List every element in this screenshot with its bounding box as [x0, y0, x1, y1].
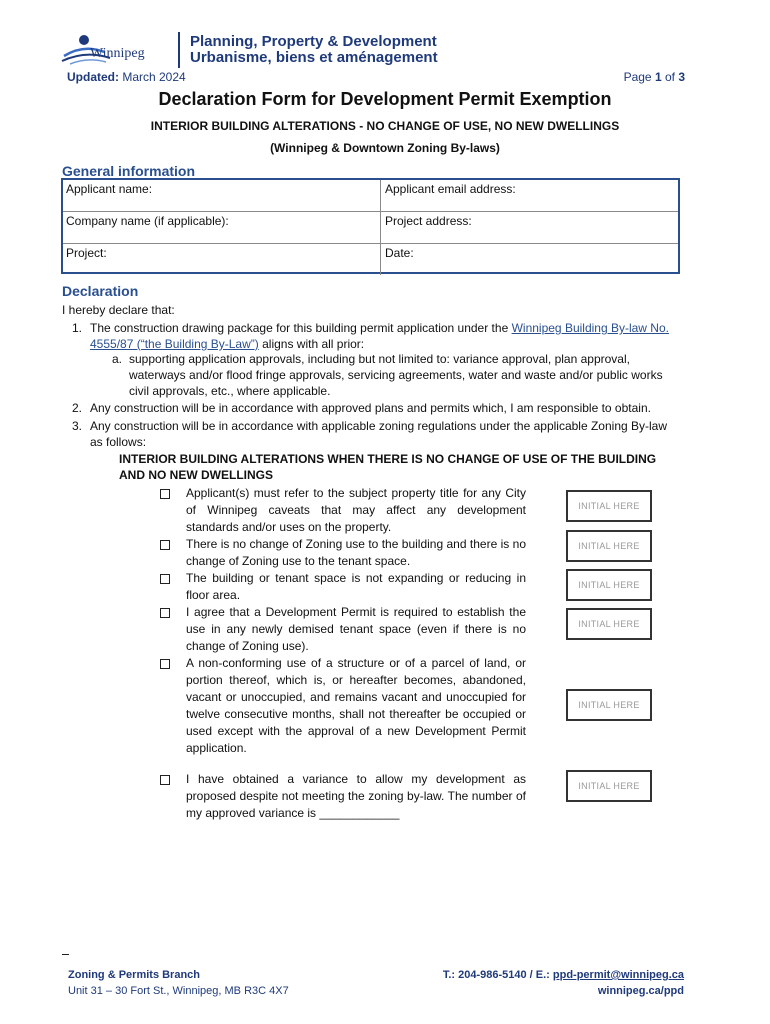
footer-email-link[interactable]: ppd-permit@winnipeg.ca	[552, 969, 684, 981]
declaration-intro: I hereby declare that:	[62, 303, 175, 317]
list-number: 3.	[72, 419, 83, 433]
footer-mark	[62, 954, 69, 955]
list-number: 2.	[72, 401, 83, 415]
list-number: 1.	[72, 321, 83, 335]
table-row	[63, 212, 678, 243]
condition-caveats: Applicant(s) must refer to the subject property title for any City of Winnipeg caveats that may affect any development standards and/or uses on the property.	[186, 486, 526, 534]
general-info-table	[61, 178, 680, 274]
declaration-heading: Declaration	[62, 283, 139, 299]
footer-contact-info	[443, 967, 684, 999]
condition-variance: I have obtained a variance to allow my development as proposed despite not meeting the zoning by-law. The number of my approved variance is ____________	[186, 772, 526, 820]
winnipeg-logo	[60, 30, 172, 70]
document-subtitle-bylaws: (Winnipeg & Downtown Zoning By-laws)	[270, 141, 500, 155]
footer-website-link[interactable]: winnipeg.ca/ppd	[597, 985, 684, 997]
date-field[interactable]: Date:	[385, 246, 414, 260]
department-name	[190, 34, 438, 66]
checkbox-development-permit[interactable]	[160, 608, 170, 618]
initial-here-box-1[interactable]: INITIAL HERE	[566, 490, 652, 522]
applicant-email-field[interactable]: Applicant email address:	[385, 182, 516, 196]
initial-here-box-5[interactable]: INITIAL HERE	[566, 689, 652, 721]
checkbox-non-conforming-use[interactable]	[160, 659, 170, 669]
page-header	[60, 28, 438, 72]
footer-address: Unit 31 – 30 Fort St., Winnipeg, MB R3C 4X7	[68, 985, 289, 997]
condition-development-permit: I agree that a Development Permit is required to establish the use in any newly demised tenant space (even if there is no change of Zoning use).	[186, 605, 526, 653]
table-row	[63, 180, 678, 211]
list-letter: a.	[112, 352, 123, 366]
project-address-field[interactable]: Project address:	[385, 214, 472, 228]
page-number: Page 1 of 3	[623, 70, 685, 84]
building-bylaw-link-cont[interactable]: 4555/87 (“the Building By-Law”)	[90, 337, 259, 351]
initial-here-box-4[interactable]: INITIAL HERE	[566, 608, 652, 640]
document-title: Declaration Form for Development Permit Exemption	[158, 89, 612, 109]
interior-alterations-heading: INTERIOR BUILDING ALTERATIONS WHEN THERE IS NO CHANGE OF USE OF THE BUILDING AND NO NEW DWELLINGS	[119, 452, 657, 482]
header-divider	[178, 32, 180, 68]
department-name-fr: Urbanisme, biens et aménagement	[190, 49, 438, 66]
condition-no-change-of-use: There is no change of Zoning use to the building and there is no change of Zoning use to the tenant space.	[186, 537, 526, 568]
applicant-name-field[interactable]: Applicant name:	[63, 180, 381, 211]
condition-non-conforming-use: A non-conforming use of a structure or of a parcel of land, or portion thereof, which is, or hereafter becomes, abandoned, vacant or unoccupied, and remains vacant and unoccupied for twelve consecutive months, shall not thereafter be occupied or used except with the approval of a new Development Permit application.	[186, 656, 526, 755]
updated-date: Updated: March 2024	[67, 70, 186, 84]
condition-floor-area: The building or tenant space is not expanding or reducing in floor area.	[186, 571, 526, 602]
footer-branch-name: Zoning & Permits Branch	[68, 969, 201, 981]
footer-phone: T.: 204-986-5140 / E.:	[442, 969, 553, 981]
department-name-en: Planning, Property & Development	[190, 33, 437, 50]
initial-here-box-3[interactable]: INITIAL HERE	[566, 569, 652, 601]
document-subtitle: INTERIOR BUILDING ALTERATIONS - NO CHANGE OF USE, NO NEW DWELLINGS	[150, 119, 620, 133]
general-info-heading: General information	[62, 163, 196, 179]
building-bylaw-link[interactable]: Winnipeg Building By-law No.	[511, 321, 669, 335]
checkbox-no-change-of-use[interactable]	[160, 540, 170, 550]
declaration-item-1: The construction drawing package for this building permit application under the Winnipeg Building By-law No. 4555/87 (“the Building By-Law”) aligns with all prior:	[90, 321, 669, 351]
initial-here-box-2[interactable]: INITIAL HERE	[566, 530, 652, 562]
footer-branch-info	[68, 967, 289, 999]
declaration-item-3: Any construction will be in accordance with applicable zoning regulations under the applicable Zoning By-law as follows:	[90, 419, 668, 449]
table-row	[63, 244, 678, 275]
project-field[interactable]: Project:	[63, 244, 381, 275]
declaration-item-2: Any construction will be in accordance with approved plans and permits which, I am responsible to obtain.	[90, 401, 651, 415]
declaration-item-1a: supporting application approvals, including but not limited to: variance approval, plan approval, waterways and/or flood fringe approvals, servicing agreements, water and waste and/or public works civil approvals, etc., where applicable.	[129, 352, 663, 398]
company-name-field[interactable]: Company name (if applicable):	[63, 212, 381, 243]
logo-wordmark: Winnipeg	[90, 46, 145, 61]
checkbox-caveats[interactable]	[160, 489, 170, 499]
checkbox-variance[interactable]	[160, 775, 170, 785]
checkbox-floor-area[interactable]	[160, 574, 170, 584]
initial-here-box-6[interactable]: INITIAL HERE	[566, 770, 652, 802]
